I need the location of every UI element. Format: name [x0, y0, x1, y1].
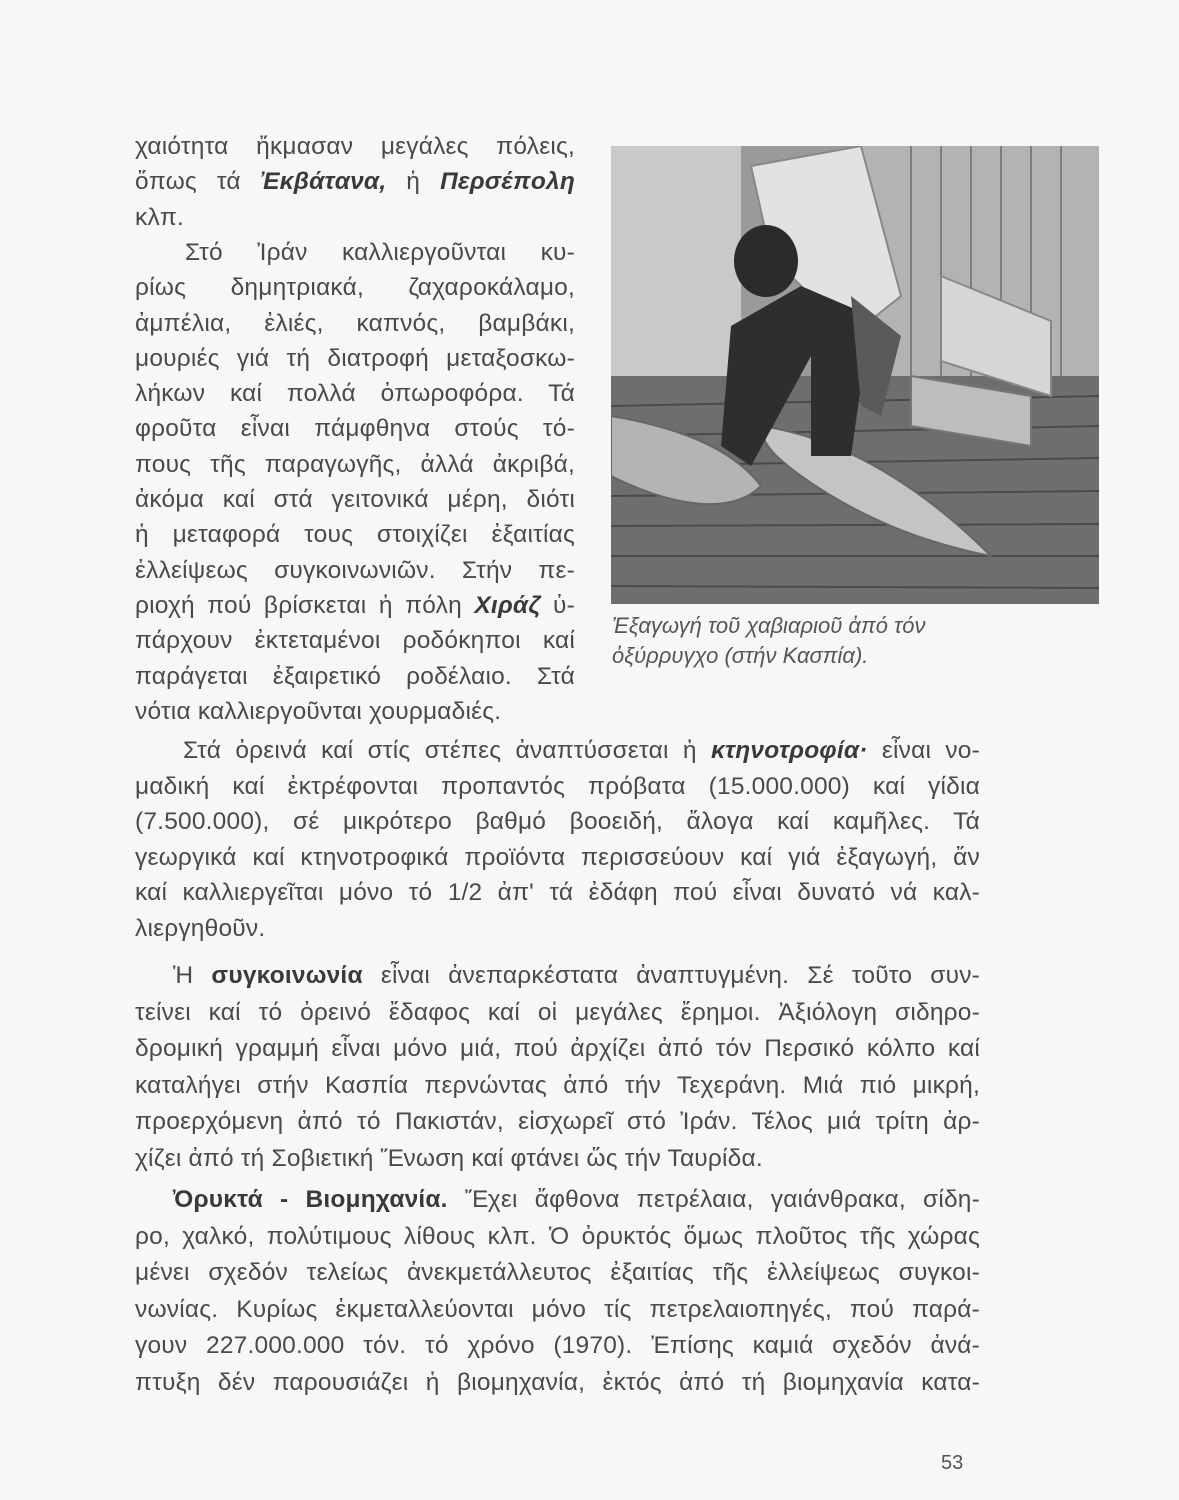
text-span: ἐλλείψεως συγκοινωνιῶν. Στήν πε- [135, 556, 575, 584]
text-span: ἡ [386, 168, 441, 196]
text-span: ρο, χαλκό, πολύτιμους λίθους κλπ. Ὁ ὀρυκτός ὅμως πλοῦτος τῆς χώρας [135, 1222, 980, 1250]
emphasized-term: κτηνοτροφία· [710, 737, 868, 764]
text-span: ἀμπέλια, ἐλιές, καπνός, βαμβάκι, [135, 309, 575, 337]
emphasized-term: Περσέπολη [440, 168, 575, 196]
text-line [183, 736, 980, 766]
text-line [135, 1071, 980, 1101]
text-line [135, 1258, 980, 1288]
text-span: πτυξη δέν παρουσιάζει ἡ βιομηχανία, ἐκτός ἀπό τή βιομηχανία κατα- [135, 1368, 980, 1396]
text-line [135, 1222, 980, 1252]
text-span: ριοχή πού βρίσκεται ἡ πόλη [135, 591, 475, 619]
text-line [135, 807, 980, 837]
text-span: παράγεται ἐξαιρετικό ροδέλαιο. Στά [135, 662, 575, 690]
text-line [135, 132, 575, 162]
text-line [173, 1185, 980, 1215]
page-number: 53 [941, 1452, 964, 1474]
text-span: λήκων καί πολλά ὀπωροφόρα. Τά [135, 380, 575, 408]
text-line [135, 772, 980, 802]
text-line [135, 843, 980, 873]
text-line [135, 273, 575, 303]
text-span: νότια καλλιεργοῦνται χουρμαδιές. [135, 697, 502, 725]
text-span: προερχόμενη ἀπό τό Πακιστάν, εἰσχωρεῖ στό Ἰράν. Τέλος μιά τρίτη ἀρ- [135, 1108, 980, 1135]
text-span: ὅπως τά [135, 168, 261, 196]
emphasized-term: Χιράζ [474, 591, 541, 619]
text-span: καί καλλιεργεῖται μόνο τό 1/2 ἀπ' τά ἐδάφη πού εἶναι δυνατό νά καλ- [135, 879, 980, 906]
text-line [135, 414, 575, 444]
text-span: γεωργικά καί κτηνοτροφικά προϊόντα περισσεύουν καί γιά ἐξαγωγή, ἄν [135, 843, 980, 871]
text-span: Ἡ [173, 962, 212, 989]
text-line [185, 238, 575, 268]
text-span: ρίως δημητριακά, ζαχαροκάλαμο, [135, 274, 575, 302]
text-line [173, 961, 980, 991]
text-line [135, 203, 184, 233]
text-span: μένει σχεδόν τελείως ἀνεκμετάλλευτος ἐξαιτίας τῆς ἐλλείψεως συγκοι- [135, 1259, 980, 1286]
caviar-extraction-photo [611, 146, 1099, 604]
text-line [135, 520, 575, 550]
text-line [135, 1144, 763, 1174]
text-line [135, 485, 575, 515]
text-span: κλπ. [135, 203, 185, 231]
text-line [135, 914, 265, 944]
text-line [135, 1331, 980, 1361]
text-line [135, 450, 575, 480]
text-line [135, 309, 575, 339]
text-span: νωνίας. Κυρίως ἐκμεταλλεύονται μόνο τίς πετρελαιοπηγές, πού παρά- [135, 1295, 980, 1323]
text-line [135, 697, 501, 727]
text-line [135, 556, 575, 586]
text-span: χίζει ἀπό τή Σοβιετική Ἕνωση καί φτάνει ὥς τήν Ταυρίδα. [135, 1144, 763, 1172]
text-line [135, 167, 575, 197]
text-span: γουν 227.000.000 τόν. τό χρόνο (1970). Ἐπίσης καμιά σχεδόν ἀνά- [135, 1332, 980, 1359]
caption-line: ὀξύρρυγχο (στήν Κασπία). [612, 643, 869, 668]
text-span: μουριές γιά τή διατροφή μεταξοσκω- [135, 344, 575, 372]
text-span: καταλήγει στήν Κασπία περνώντας ἀπό τήν Τεχεράνη. Μιά πιό μικρή, [135, 1071, 980, 1099]
text-line [135, 344, 575, 374]
text-span: τείνει καί τό ὀρεινό ἔδαφος καί οἱ μεγάλες ἔρημοι. Ἀξιόλογη σιδηρο- [135, 998, 980, 1026]
text-span: μαδική καί ἐκτρέφονται προπαντός πρόβατα (15.000.000) καί γίδια [135, 772, 980, 800]
bold-term: Ὀρυκτά - Βιομηχανία. [173, 1186, 448, 1213]
text-line [135, 1295, 980, 1325]
text-span: εἶναι νο- [867, 737, 980, 764]
text-line [135, 1034, 980, 1064]
text-span: ἡ μεταφορά τους στοιχίζει ἐξαιτίας [135, 521, 575, 549]
text-span: (7.500.000), σέ μικρότερο βαθμό βοοειδή, ἄλογα καί καμῆλες. Τά [135, 808, 980, 835]
text-line [135, 626, 575, 656]
text-line [135, 591, 575, 621]
emphasized-term: Ἐκβάτανα, [260, 168, 387, 196]
text-span: ἀκόμα καί στά γειτονικά μέρη, διότι [135, 486, 575, 513]
text-line [135, 998, 980, 1028]
text-span: χαιότητα ἤκμασαν μεγάλες πόλεις, [135, 133, 575, 160]
text-line [135, 1368, 980, 1398]
text-line [135, 878, 980, 908]
bold-term: συγκοινωνία [211, 962, 363, 989]
text-line [135, 379, 575, 409]
text-span: φροῦτα εἶναι πάμφθηνα στούς τό- [135, 415, 575, 443]
text-span: δρομική γραμμή εἶναι μόνο μιά, πού ἀρχίζει ἀπό τόν Περσικό κόλπο καί [135, 1035, 980, 1062]
text-span: λιεργηθοῦν. [135, 914, 266, 942]
text-span: Στά ὀρεινά καί στίς στέπες ἀναπτύσσεται ἡ [183, 737, 711, 764]
text-span: Στό Ἰράν καλλιεργοῦνται κυ- [185, 238, 575, 266]
text-line [135, 1107, 980, 1137]
text-span: ὑ- [540, 591, 575, 619]
text-span: εἶναι ἀνεπαρκέστατα ἀναπτυγμένη. Σέ τοῦτο συν- [362, 962, 981, 989]
caption-line: Ἐξαγωγή τοῦ χαβιαριοῦ ἀπό τόν [612, 613, 926, 638]
text-span: Ἔχει ἄφθονα πετρέλαια, γαιάνθρακα, σίδη- [447, 1186, 980, 1213]
text-span: πους τῆς παραγωγῆς, ἀλλά ἀκριβά, [135, 450, 575, 478]
text-line [135, 662, 575, 692]
text-span: πάρχουν ἐκτεταμένοι ροδόκηποι καί [135, 627, 575, 655]
